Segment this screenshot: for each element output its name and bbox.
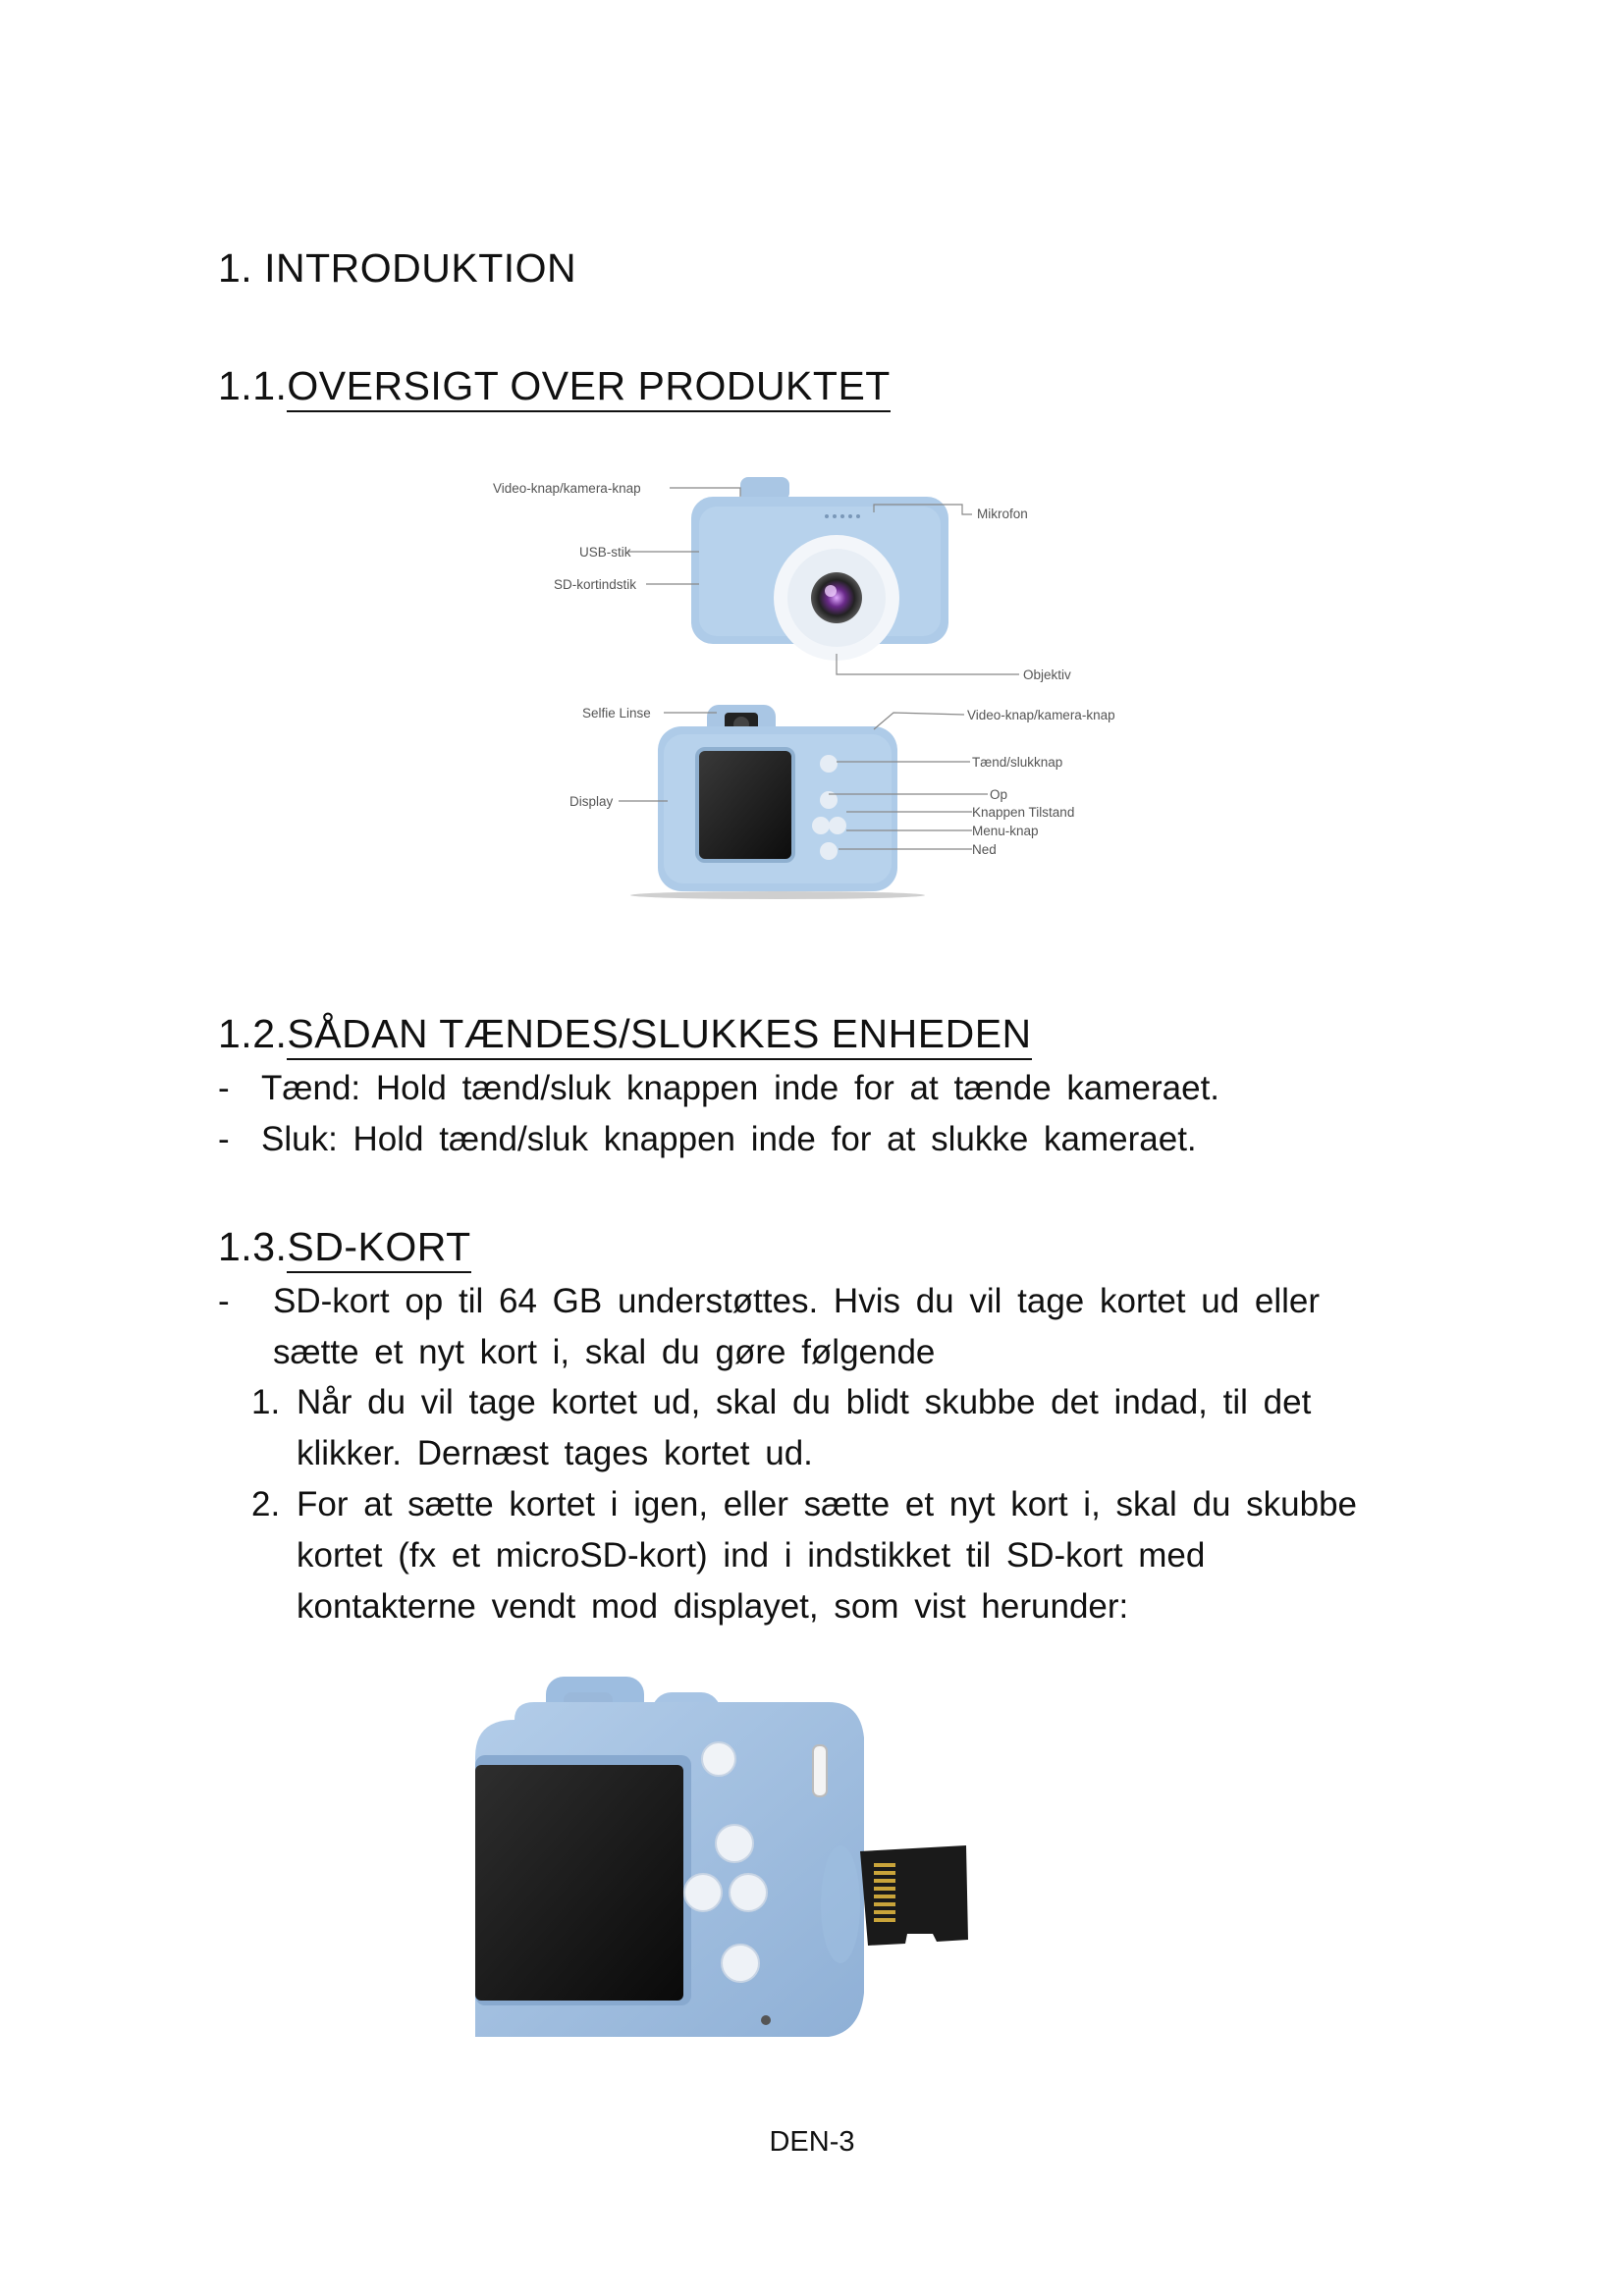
list-item: - Tænd: Hold tænd/sluk knappen inde for at tænde kameraet. xyxy=(218,1069,1220,1107)
section-number: 1.3. xyxy=(218,1224,288,1269)
page-number: DEN-3 xyxy=(769,2126,855,2158)
list-item: - Sluk: Hold tænd/sluk knappen inde for at slukke kameraet. xyxy=(218,1120,1197,1158)
section-1-3-heading xyxy=(218,1224,471,1270)
section-number: 1.2. xyxy=(218,1011,288,1056)
step-item: 1. Når du vil tage kortet ud, skal du blidt skubbe det indad, til det klikker. Dernæst tages kortet ud. xyxy=(251,1383,1312,1472)
label-sd-kortindstik: SD-kortindstik xyxy=(554,577,637,592)
label-objektiv: Objektiv xyxy=(1023,667,1071,682)
product-overview-diagram xyxy=(481,461,1168,903)
list-item: - SD-kort op til 64 GB understøttes. Hvis du vil tage kortet ud eller xyxy=(218,1282,1321,1320)
label-ned: Ned xyxy=(972,842,997,857)
list-item-continuation: sætte et nyt kort i, skal du gøre følgende xyxy=(273,1333,936,1371)
label-menu-knap: Menu-knap xyxy=(972,824,1039,838)
sd-card-insertion-image xyxy=(475,1669,976,2047)
label-knappen-tilstand: Knappen Tilstand xyxy=(972,805,1075,820)
label-video-knap-back: Video-knap/kamera-knap xyxy=(967,708,1115,722)
chapter-heading: 1. INTRODUKTION xyxy=(218,245,577,291)
label-video-knap-top: Video-knap/kamera-knap xyxy=(493,481,641,496)
power-instructions xyxy=(218,1063,1219,1165)
label-usb-stik: USB-stik xyxy=(579,545,631,560)
section-title: OVERSIGT OVER PRODUKTET xyxy=(287,363,890,412)
step-item: 2. For at sætte kortet i igen, eller sætte et nyt kort i, skal du skubbe kortet (fx et microSD-kort) ind i indstikket til SD-kort med kontakterne vendt mod displayet, som vist herunder: xyxy=(251,1485,1357,1626)
section-1-1-heading xyxy=(218,363,891,409)
label-selfie-linse: Selfie Linse xyxy=(582,706,651,721)
section-1-2-heading xyxy=(218,1011,1032,1057)
label-taend-slukknap: Tænd/slukknap xyxy=(972,755,1063,770)
section-title: SÅDAN TÆNDES/SLUKKES ENHEDEN xyxy=(287,1011,1031,1060)
section-title: SD-KORT xyxy=(287,1224,470,1273)
sd-card-intro xyxy=(218,1276,1320,1378)
label-display: Display xyxy=(569,794,614,809)
camera-back-image xyxy=(630,705,925,899)
section-number: 1.1. xyxy=(218,363,288,408)
label-op: Op xyxy=(990,787,1008,802)
label-mikrofon: Mikrofon xyxy=(977,507,1028,521)
sd-card-steps xyxy=(251,1377,1357,1632)
